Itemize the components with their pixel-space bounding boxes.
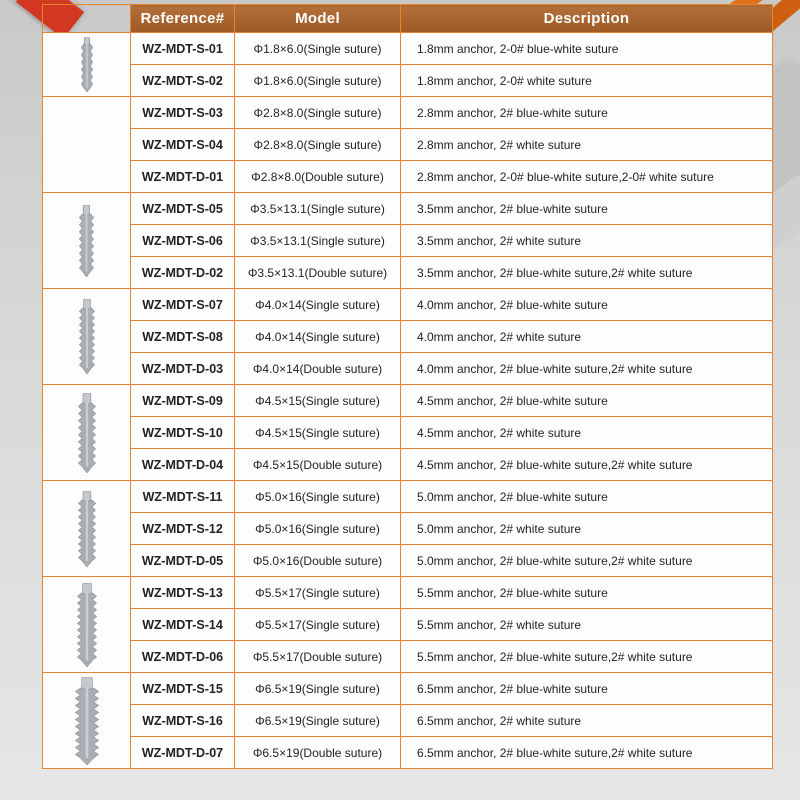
reference-cell: WZ-MDT-D-03 bbox=[131, 353, 235, 385]
table-row bbox=[43, 193, 773, 225]
description-cell: 4.5mm anchor, 2# blue-white suture bbox=[401, 385, 773, 417]
reference-cell: WZ-MDT-D-01 bbox=[131, 161, 235, 193]
model-cell: Φ2.8×8.0(Double suture) bbox=[235, 161, 401, 193]
model-cell: Φ4.5×15(Single suture) bbox=[235, 385, 401, 417]
product-spec-table bbox=[42, 4, 773, 769]
model-cell: Φ5.0×16(Double suture) bbox=[235, 545, 401, 577]
reference-cell: WZ-MDT-S-15 bbox=[131, 673, 235, 705]
description-cell: 3.5mm anchor, 2# blue-white suture bbox=[401, 193, 773, 225]
model-cell: Φ2.8×8.0(Single suture) bbox=[235, 129, 401, 161]
model-cell: Φ1.8×6.0(Single suture) bbox=[235, 65, 401, 97]
description-cell: 2.8mm anchor, 2-0# blue-white suture,2-0# white suture bbox=[401, 161, 773, 193]
anchor-screw-photo-5.5mm bbox=[77, 583, 97, 667]
reference-cell: WZ-MDT-S-02 bbox=[131, 65, 235, 97]
anchor-screw-photo-6.5mm bbox=[75, 677, 99, 765]
description-cell: 4.0mm anchor, 2# white suture bbox=[401, 321, 773, 353]
anchor-screw-photo-1.8mm bbox=[81, 37, 93, 92]
table-row bbox=[43, 737, 773, 769]
reference-cell: WZ-MDT-S-08 bbox=[131, 321, 235, 353]
anchor-image-cell bbox=[43, 289, 131, 385]
table-row bbox=[43, 289, 773, 321]
description-column-header: Description bbox=[401, 5, 773, 33]
model-cell: Φ4.5×15(Double suture) bbox=[235, 449, 401, 481]
anchor-image-cell bbox=[43, 97, 131, 193]
description-cell: 2.8mm anchor, 2# white suture bbox=[401, 129, 773, 161]
model-cell: Φ4.0×14(Single suture) bbox=[235, 289, 401, 321]
model-cell: Φ6.5×19(Single suture) bbox=[235, 673, 401, 705]
reference-cell: WZ-MDT-D-04 bbox=[131, 449, 235, 481]
anchor-image-cell bbox=[43, 385, 131, 481]
reference-cell: WZ-MDT-S-11 bbox=[131, 481, 235, 513]
table-row bbox=[43, 513, 773, 545]
anchor-image-cell bbox=[43, 193, 131, 289]
table-row bbox=[43, 385, 773, 417]
anchor-screw-photo-5.0mm bbox=[78, 491, 96, 567]
anchor-screw-photo-3.5mm bbox=[79, 205, 94, 277]
reference-cell: WZ-MDT-S-13 bbox=[131, 577, 235, 609]
table-row bbox=[43, 257, 773, 289]
model-cell: Φ5.0×16(Single suture) bbox=[235, 513, 401, 545]
reference-cell: WZ-MDT-S-10 bbox=[131, 417, 235, 449]
reference-cell: WZ-MDT-S-12 bbox=[131, 513, 235, 545]
description-cell: 5.5mm anchor, 2# white suture bbox=[401, 609, 773, 641]
table-row bbox=[43, 161, 773, 193]
description-cell: 6.5mm anchor, 2# white suture bbox=[401, 705, 773, 737]
model-cell: Φ3.5×13.1(Single suture) bbox=[235, 193, 401, 225]
anchor-screw-photo-4.0mm bbox=[79, 299, 95, 374]
reference-cell: WZ-MDT-S-05 bbox=[131, 193, 235, 225]
table-row bbox=[43, 577, 773, 609]
reference-cell: WZ-MDT-S-07 bbox=[131, 289, 235, 321]
description-cell: 5.0mm anchor, 2# white suture bbox=[401, 513, 773, 545]
table-row bbox=[43, 417, 773, 449]
anchor-image-cell bbox=[43, 673, 131, 769]
table-row bbox=[43, 353, 773, 385]
model-cell: Φ6.5×19(Double suture) bbox=[235, 737, 401, 769]
image-column-header bbox=[43, 5, 131, 33]
model-cell: Φ4.5×15(Single suture) bbox=[235, 417, 401, 449]
table-row bbox=[43, 705, 773, 737]
model-cell: Φ3.5×13.1(Double suture) bbox=[235, 257, 401, 289]
table-row bbox=[43, 609, 773, 641]
reference-cell: WZ-MDT-S-16 bbox=[131, 705, 235, 737]
description-cell: 1.8mm anchor, 2-0# blue-white suture bbox=[401, 33, 773, 65]
reference-cell: WZ-MDT-S-04 bbox=[131, 129, 235, 161]
anchor-screw-photo-4.5mm bbox=[78, 393, 96, 473]
reference-cell: WZ-MDT-D-07 bbox=[131, 737, 235, 769]
table-row bbox=[43, 65, 773, 97]
reference-cell: WZ-MDT-D-02 bbox=[131, 257, 235, 289]
description-cell: 1.8mm anchor, 2-0# white suture bbox=[401, 65, 773, 97]
reference-cell: WZ-MDT-D-05 bbox=[131, 545, 235, 577]
reference-cell: WZ-MDT-S-03 bbox=[131, 97, 235, 129]
table-row bbox=[43, 545, 773, 577]
table-row bbox=[43, 33, 773, 65]
description-cell: 6.5mm anchor, 2# blue-white suture bbox=[401, 673, 773, 705]
model-cell: Φ5.5×17(Single suture) bbox=[235, 577, 401, 609]
anchor-image-cell bbox=[43, 577, 131, 673]
description-cell: 5.0mm anchor, 2# blue-white suture bbox=[401, 481, 773, 513]
table-row bbox=[43, 641, 773, 673]
description-cell: 6.5mm anchor, 2# blue-white suture,2# white suture bbox=[401, 737, 773, 769]
model-cell: Φ5.0×16(Single suture) bbox=[235, 481, 401, 513]
description-cell: 4.0mm anchor, 2# blue-white suture,2# white suture bbox=[401, 353, 773, 385]
anchor-image-cell bbox=[43, 481, 131, 577]
header-row bbox=[43, 5, 773, 33]
table-row bbox=[43, 321, 773, 353]
model-cell: Φ5.5×17(Double suture) bbox=[235, 641, 401, 673]
model-cell: Φ6.5×19(Single suture) bbox=[235, 705, 401, 737]
description-cell: 4.5mm anchor, 2# blue-white suture,2# white suture bbox=[401, 449, 773, 481]
model-cell: Φ2.8×8.0(Single suture) bbox=[235, 97, 401, 129]
description-cell: 4.0mm anchor, 2# blue-white suture bbox=[401, 289, 773, 321]
description-cell: 4.5mm anchor, 2# white suture bbox=[401, 417, 773, 449]
table-row bbox=[43, 97, 773, 129]
reference-cell: WZ-MDT-D-06 bbox=[131, 641, 235, 673]
model-cell: Φ4.0×14(Double suture) bbox=[235, 353, 401, 385]
description-cell: 3.5mm anchor, 2# blue-white suture,2# white suture bbox=[401, 257, 773, 289]
reference-column-header: Reference# bbox=[131, 5, 235, 33]
table-row bbox=[43, 129, 773, 161]
model-cell: Φ1.8×6.0(Single suture) bbox=[235, 33, 401, 65]
model-column-header: Model bbox=[235, 5, 401, 33]
anchor-image-cell bbox=[43, 33, 131, 97]
description-cell: 5.5mm anchor, 2# blue-white suture,2# white suture bbox=[401, 641, 773, 673]
model-cell: Φ5.5×17(Single suture) bbox=[235, 609, 401, 641]
reference-cell: WZ-MDT-S-09 bbox=[131, 385, 235, 417]
model-cell: Φ4.0×14(Single suture) bbox=[235, 321, 401, 353]
table-row bbox=[43, 225, 773, 257]
description-cell: 5.5mm anchor, 2# blue-white suture bbox=[401, 577, 773, 609]
model-cell: Φ3.5×13.1(Single suture) bbox=[235, 225, 401, 257]
table-row bbox=[43, 481, 773, 513]
description-cell: 3.5mm anchor, 2# white suture bbox=[401, 225, 773, 257]
table-row bbox=[43, 673, 773, 705]
reference-cell: WZ-MDT-S-01 bbox=[131, 33, 235, 65]
reference-cell: WZ-MDT-S-14 bbox=[131, 609, 235, 641]
description-cell: 2.8mm anchor, 2# blue-white suture bbox=[401, 97, 773, 129]
description-cell: 5.0mm anchor, 2# blue-white suture,2# white suture bbox=[401, 545, 773, 577]
table-row bbox=[43, 449, 773, 481]
reference-cell: WZ-MDT-S-06 bbox=[131, 225, 235, 257]
